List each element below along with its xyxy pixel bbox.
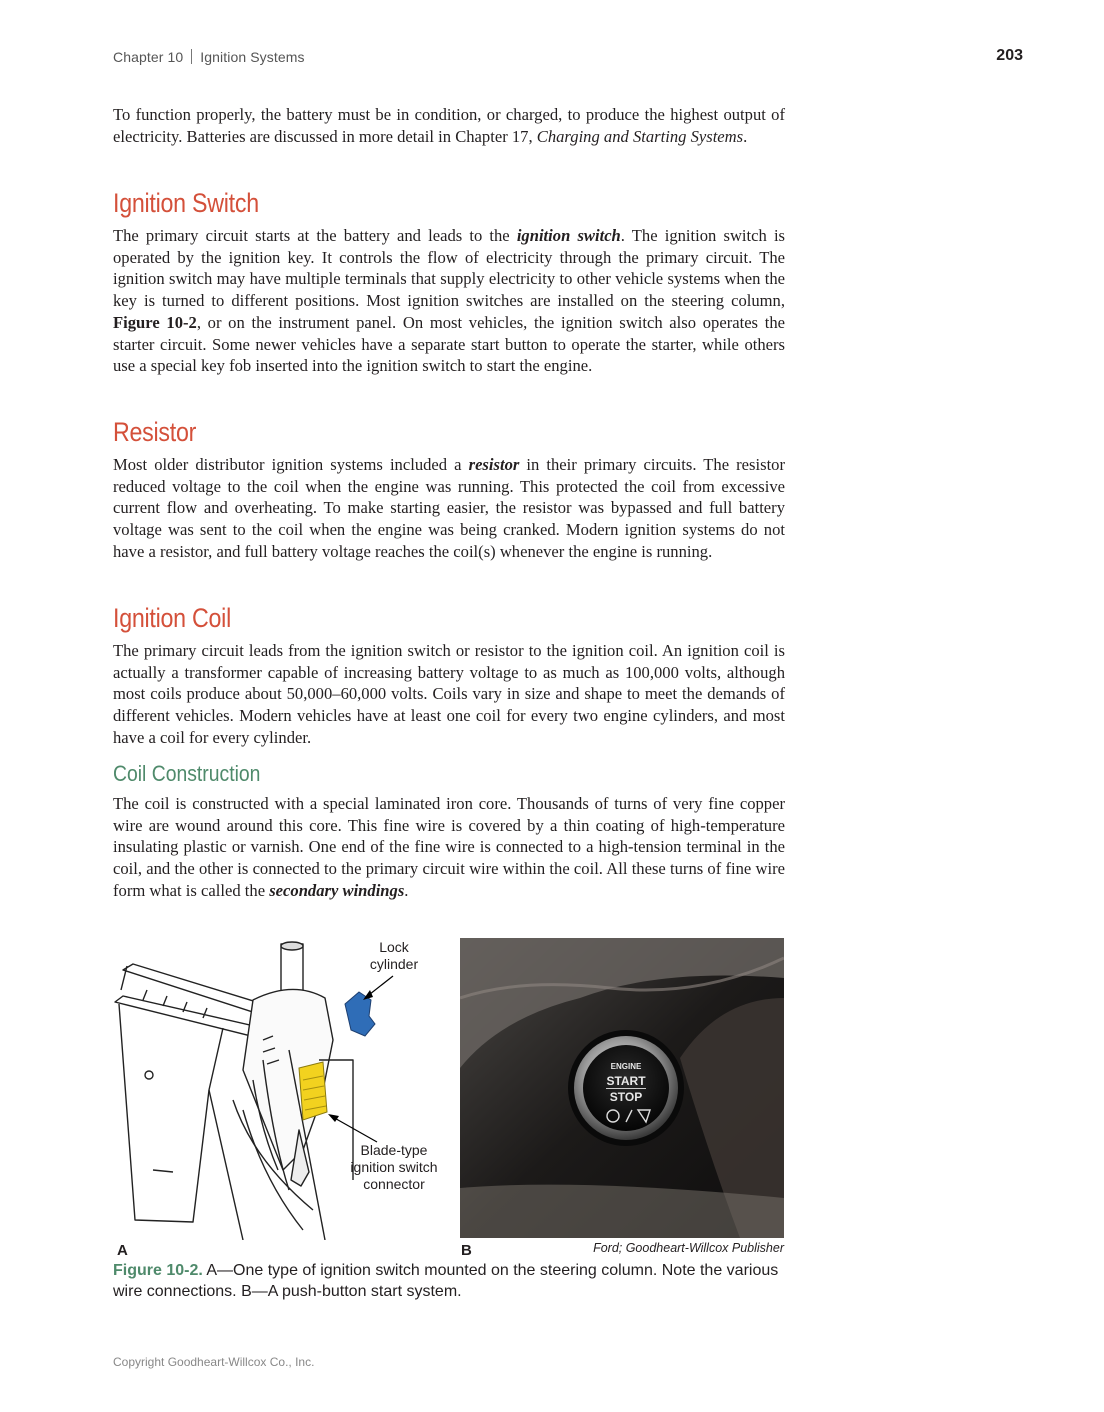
coil-construction-block (113, 793, 785, 902)
text-run: Most older distributor ignition systems included a (113, 455, 469, 474)
key-term-secondary-windings: secondary windings (269, 880, 405, 900)
key-term-ignition-switch: ignition switch (516, 226, 621, 245)
button-label-engine: ENGINE (610, 1062, 642, 1071)
ignition-switch-paragraph (113, 225, 785, 377)
chapter-label: Chapter 10 (113, 49, 184, 65)
panel-label-a: A (117, 1242, 128, 1259)
figure-caption (113, 1260, 785, 1302)
coil-construction-heading-wrap (113, 760, 785, 788)
intro-end: . (743, 126, 748, 146)
callout-line: Blade-type (360, 1142, 428, 1158)
button-label-start: START (606, 1074, 646, 1088)
resistor-paragraph (113, 454, 785, 563)
callout-line: Lock (379, 939, 409, 955)
intro-text: To function properly, the battery must be in condition, or charged, to produce the highest output of electricity. Batteries are discussed in more detail in Chapter 17, (113, 105, 785, 146)
subsection-heading-coil-construction: Coil Construction (113, 761, 261, 786)
ignition-coil-heading-wrap (113, 601, 785, 635)
section-heading-ignition-switch: Ignition Switch (113, 188, 259, 218)
ignition-switch-block (113, 225, 785, 377)
ignition-coil-block (113, 640, 785, 749)
text-run: in their primary circuits. The resistor reduced voltage to the coil when the engine was running. This protected the coil from excessive current flow and overheating. To make starting easier, the resistor was bypassed and full battery voltage was sent to the coil when the engine was being cranked. Modern ignition systems do not have a resistor, and full battery voltage reaches the coil(s) whenever the engine is running. (113, 455, 785, 561)
text-run: , or on the instrument panel. On most vehicles, the ignition switch also operates the starter circuit. Some newer vehicles have a separate start button to operate the starter, while others use a special key fob inserted into the ignition switch to start the engine. (113, 312, 785, 376)
coil-construction-paragraph (113, 793, 785, 902)
figure-reference-link[interactable]: Figure 10-2 (113, 312, 197, 332)
chapter-title: Ignition Systems (200, 49, 305, 65)
key-term-resistor: resistor (468, 455, 520, 474)
section-heading-resistor: Resistor (113, 417, 197, 447)
photo-credit: Ford; Goodheart-Willcox Publisher (593, 1241, 784, 1255)
callout-line: cylinder (369, 956, 419, 972)
book-reference: Charging and Starting Systems (536, 126, 744, 146)
text-run: The primary circuit starts at the battery and leads to the (113, 226, 517, 245)
section-heading-ignition-coil: Ignition Coil (113, 603, 231, 633)
callout-line: ignition switch (350, 1159, 438, 1175)
intro-block (113, 104, 785, 147)
figure-a-illustration (113, 940, 443, 1240)
figure-label: Figure 10-2. (113, 1262, 203, 1279)
button-label-stop: STOP (609, 1090, 643, 1104)
panel-label-b: B (461, 1242, 472, 1259)
page-number: 203 (996, 47, 1023, 64)
text-run: The coil is constructed with a special laminated iron core. Thousands of turns of very fine copper wire are wound around this core. This fine wire is covered by a thin coating of high-temperature insulating plastic or varnish. One end of the fine wire is connected to a high-tension terminal in the coil, and the other is connected to the primary circuit wire within the coil. All these turns of fine wire form what is called the (113, 794, 785, 900)
callout-lock-cylinder (352, 939, 436, 973)
resistor-heading-wrap (113, 415, 785, 449)
text-run: . (404, 880, 409, 900)
copyright-footer: Copyright Goodheart-Willcox Co., Inc. (113, 1355, 315, 1369)
callout-line: connector (363, 1176, 425, 1192)
start-stop-button-label (590, 1062, 662, 1104)
caption-text: A—One type of ignition switch mounted on the steering column. Note the various wire connections. B—A push-button start system. (113, 1262, 779, 1300)
callout-blade-connector (342, 1142, 446, 1193)
divider (191, 49, 192, 64)
ignition-switch-heading-wrap (113, 186, 785, 220)
running-head (113, 49, 305, 65)
text-run: . The ignition switch is operated by the ignition key. It controls the flow of electricity through the primary circuit. The ignition switch may have multiple terminals that supply electricity to other vehicle systems when the key is turned to different positions. Most ignition switches are installed on the steering column, (113, 226, 786, 311)
ignition-coil-paragraph: The primary circuit leads from the ignition switch or resistor to the ignition coil. An ignition coil is actually a transformer capable of increasing battery voltage to as much as 100,000 volts, although most coils produce about 50,000–60,000 volts. Coils vary in size and shape to meet the demands of different vehicles. Modern vehicles have at least one coil for every two engine cylinders, and most have a coil for every cylinder. (113, 641, 785, 747)
resistor-block (113, 454, 785, 563)
intro-paragraph (113, 104, 785, 147)
steering-column-drawing (113, 940, 443, 1240)
